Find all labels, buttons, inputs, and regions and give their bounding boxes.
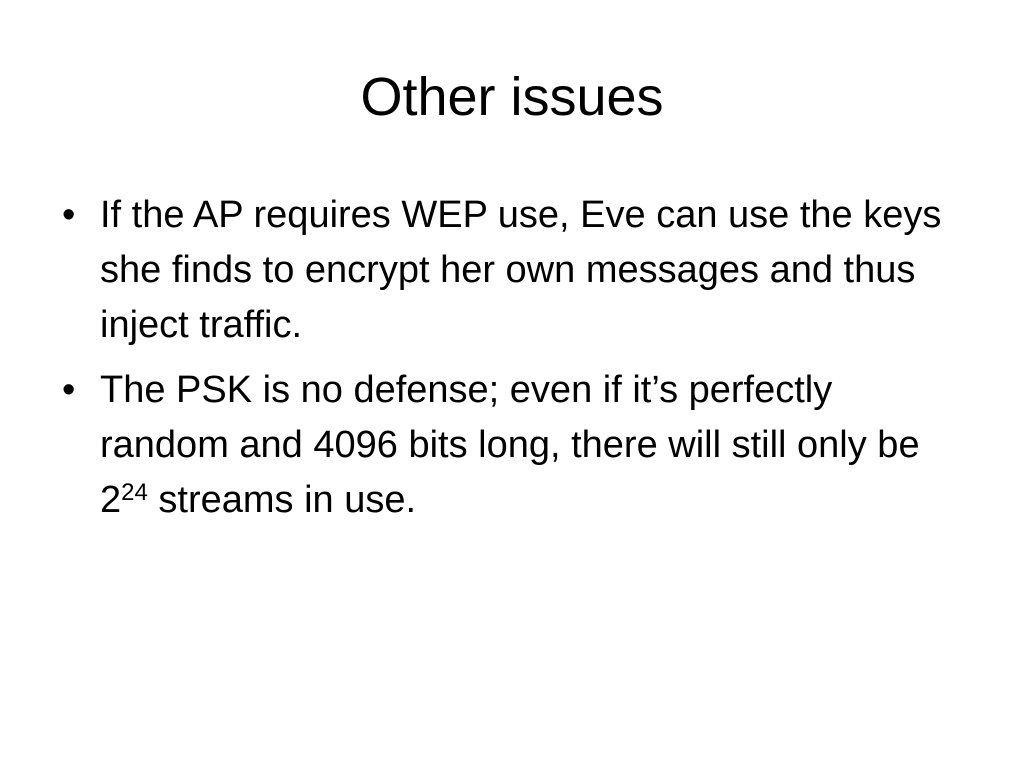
bullet-item — [62, 188, 962, 353]
bullet-text-before: The PSK is no defense; even if it’s perfectly random and 4096 bits long, there will still only be 2 — [100, 369, 920, 521]
slide-title: Other issues — [360, 67, 664, 127]
bullet-list — [62, 188, 962, 538]
bullet-text-after: streams in use. — [147, 479, 417, 521]
bullet-icon: • — [62, 369, 76, 411]
bullet-text: If the AP requires WEP use, Eve can use the keys she finds to encrypt her own messages and thus inject traffic. — [100, 194, 942, 346]
bullet-icon: • — [62, 194, 76, 236]
bullet-item — [62, 363, 962, 528]
superscript-exponent: 24 — [121, 479, 148, 507]
